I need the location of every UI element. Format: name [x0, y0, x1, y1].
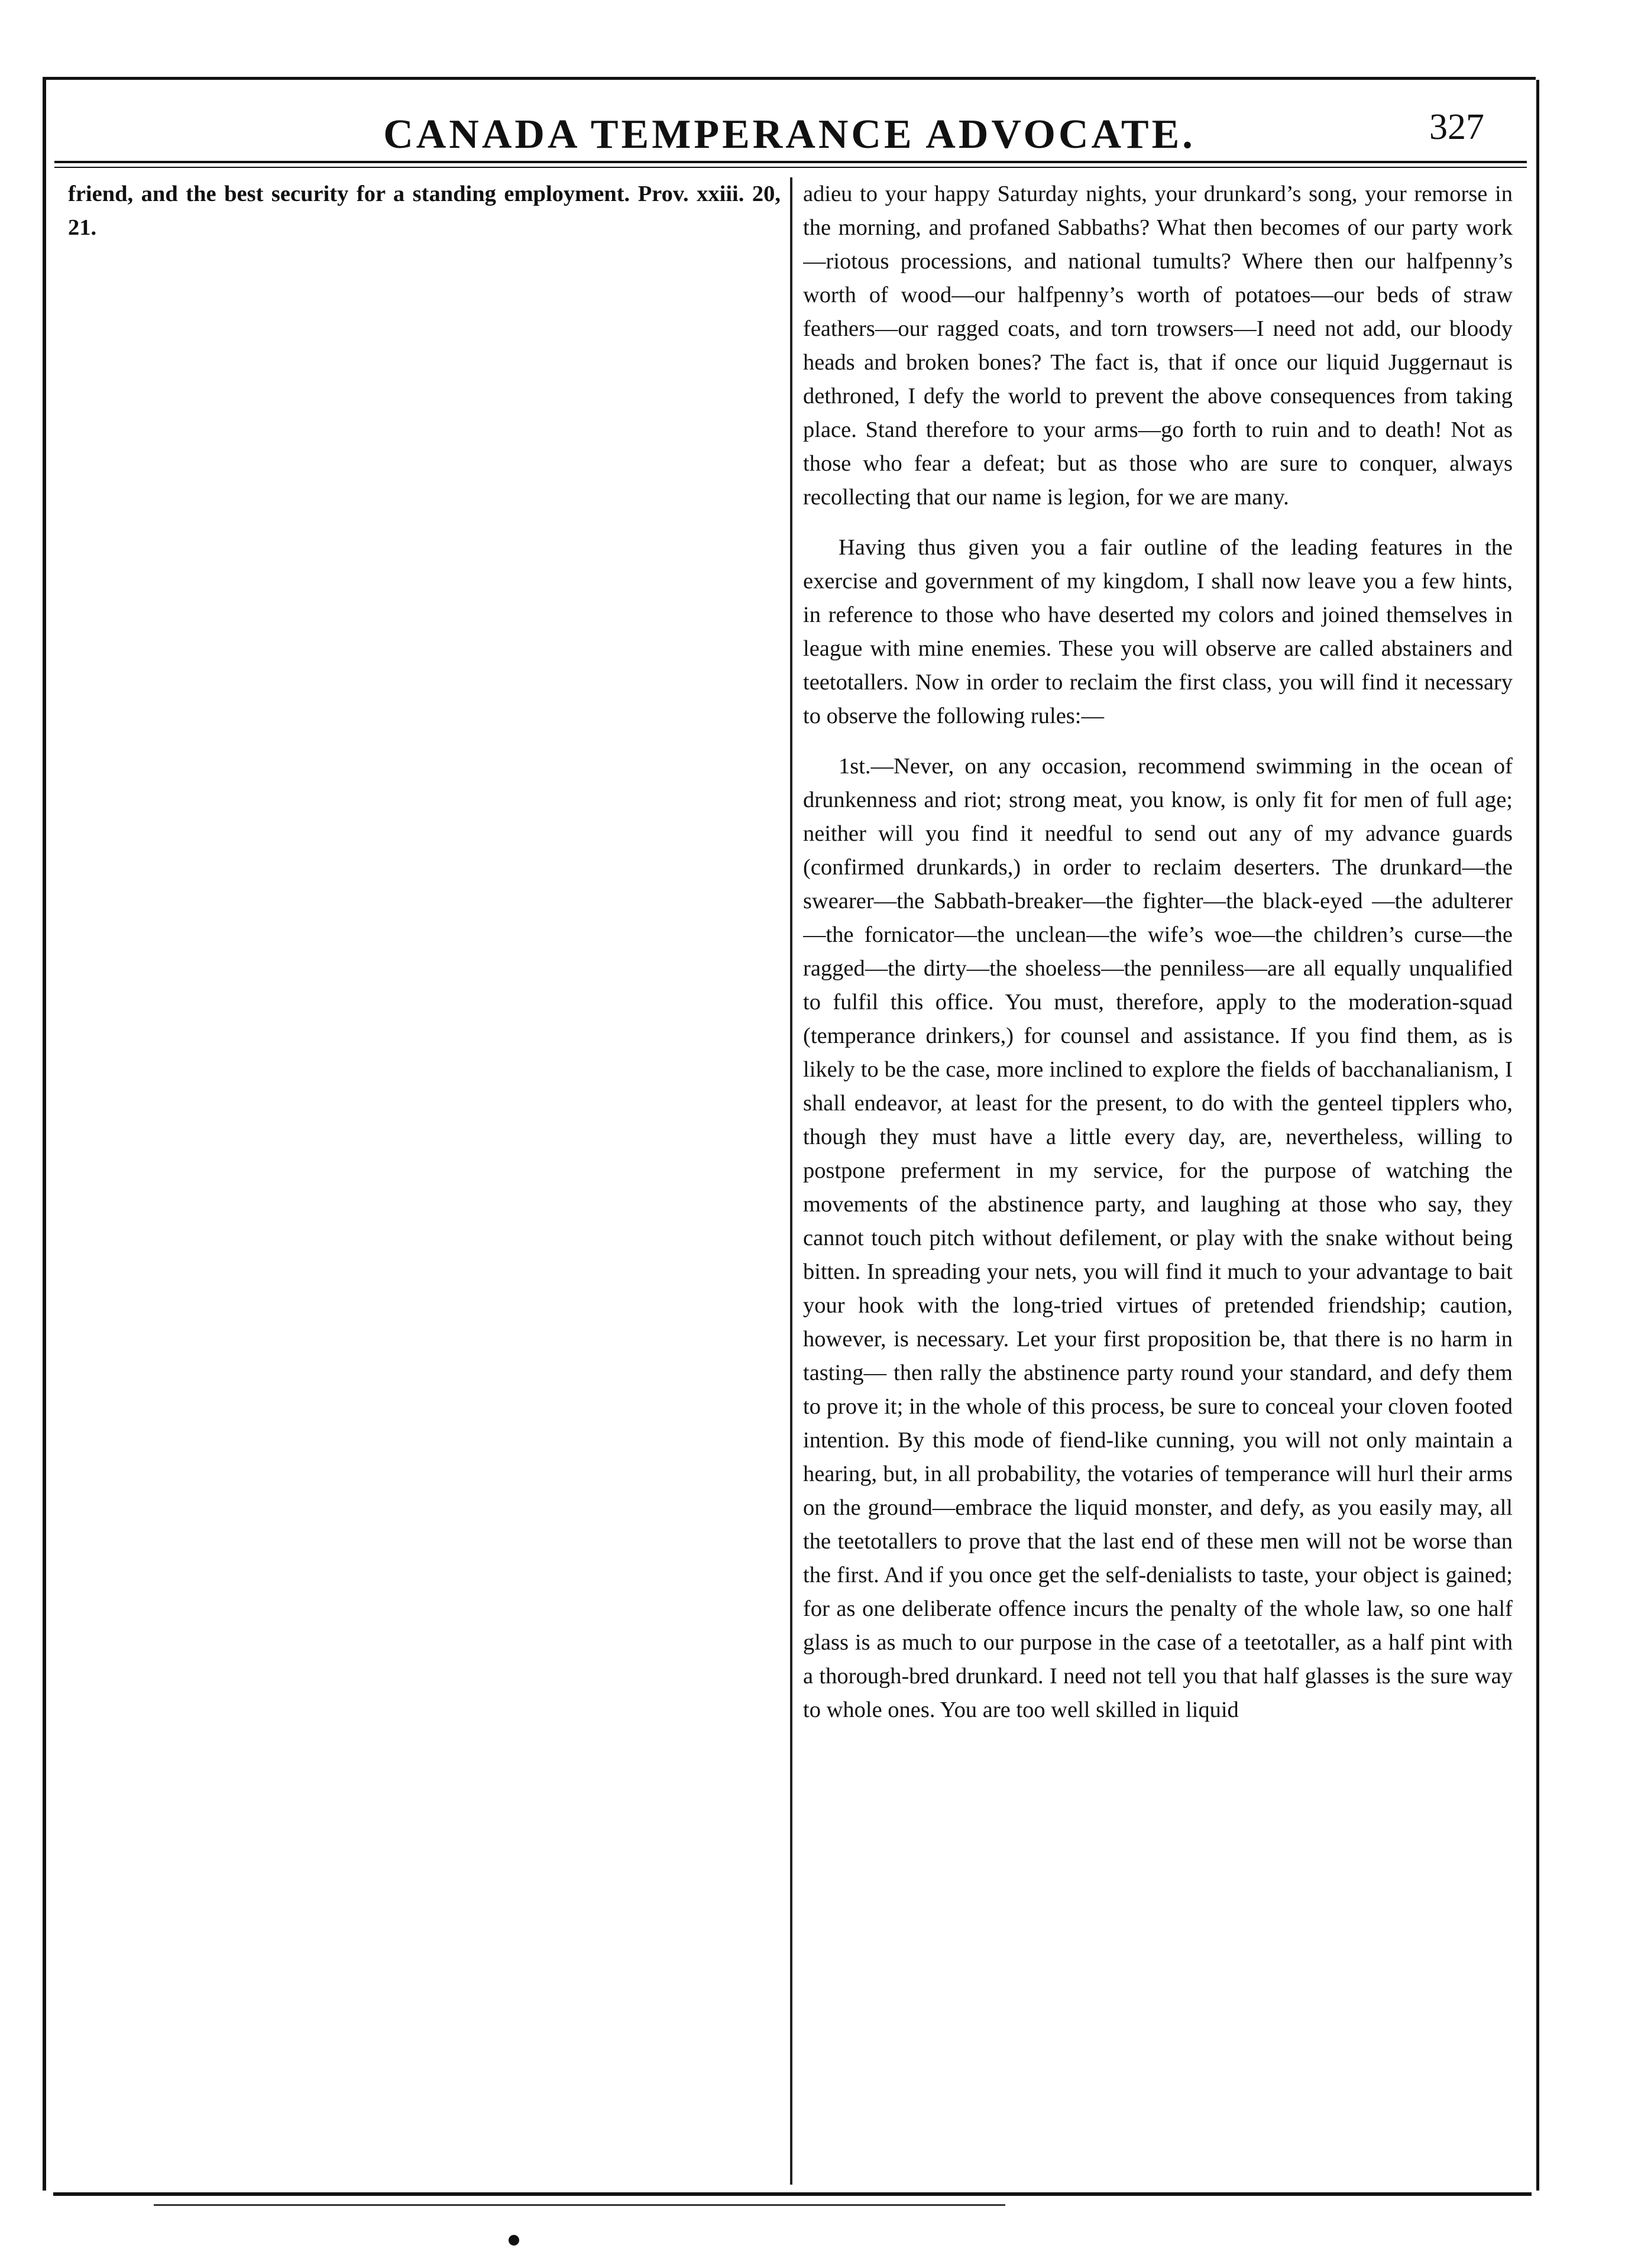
page-header	[47, 89, 1532, 160]
left-column	[68, 177, 781, 2182]
footer-rule	[53, 2192, 1532, 2196]
page-title: CANADA TEMPERANCE ADVOCATE.	[383, 112, 1196, 157]
right-column	[803, 177, 1513, 2182]
column-divider	[790, 177, 792, 2185]
printers-mark	[509, 2235, 519, 2246]
footer-rule-thin	[154, 2204, 1005, 2206]
left-paragraph: friend, and the best security for a standing employment. Prov. xxiii. 20, 21.	[68, 182, 781, 240]
header-rule	[54, 161, 1527, 163]
right-paragraph: 1st.—Never, on any occasion, recommend swimming in the ocean of drunkenness and riot; strong meat, you know, is only fit for men of full age; neither will you find it needful to send out any of my advance guards (confirmed drunkards,) in order to reclaim deserters. The drunkard—the swearer—the Sabbath-breaker—the fighter—the black-eyed —the adulterer—the fornicator—the unclean—the wife’s woe—the children’s curse—the ragged—the dirty—the shoeless—the penniless—are all equally unqualified to fulfil this office. You must, therefore, apply to the moderation-squad (temperance drinkers,) for counsel and assistance. If you find them, as is likely to be the case, more inclined to explore the fields of bacchanalianism, I shall endeavor, at least for the present, to do with the genteel tipplers who, though they must have a little every day, are, nevertheless, willing to postpone preferment in my service, for the purpose of watching the movements of the abstinence party, and laughing at those who say, they cannot touch pitch without defilement, or play with the snake without being bitten. In spreading your nets, you will find it much to your advantage to bait your hook with the long-tried virtues of pretended friendship; caution, however, is necessary. Let your first proposition be, that there is no harm in tasting— then rally the abstinence party round your standard, and defy them to prove it; in the whole of this process, be sure to conceal your cloven footed intention. By this mode of fiend-like cunning, you will not only maintain a hearing, but, in all probability, the votaries of temperance will hurl their arms on the ground—embrace the liquid monster, and defy, as you easily may, all the teetotallers to prove that the last end of these men will not be worse than the first. And if you once get the self-denialists to taste, your object is gained; for as one deliberate offence incurs the penalty of the whole law, so one half glass is as much to our purpose in the case of a teetotaller, as a half pint with a thorough-bred drunkard. I need not tell you that half glasses is the sure way to whole ones. You are too well skilled in liquid	[803, 754, 1513, 1722]
page-number: 327	[1429, 107, 1484, 147]
right-paragraph: Having thus given you a fair outline of the leading features in the exercise and government of my kingdom, I shall now leave you a few hints, in reference to those who have deserted my colors and joined themselves in league with mine enemies. These you will observe are called abstainers and teetotallers. Now in order to reclaim the first class, you will find it necessary to observe the following rules:—	[803, 535, 1513, 728]
right-paragraph: adieu to your happy Saturday nights, your drunkard’s song, your remorse in the morning, and profaned Sabbaths? What then becomes of our party work—riotous processions, and national tumults? Where then our halfpenny’s worth of wood—our halfpenny’s worth of potatoes—our beds of straw feathers—our ragged coats, and torn trowsers—I need not add, our bloody heads and broken bones? The fact is, that if once our liquid Juggernaut is dethroned, I defy the world to prevent the above consequences from taking place. Stand therefore to your arms—go forth to ruin and to death! Not as those who fear a defeat; but as those who are sure to conquer, always recollecting that our name is legion, for we are many.	[803, 182, 1513, 510]
header-rule-thin	[54, 167, 1527, 168]
